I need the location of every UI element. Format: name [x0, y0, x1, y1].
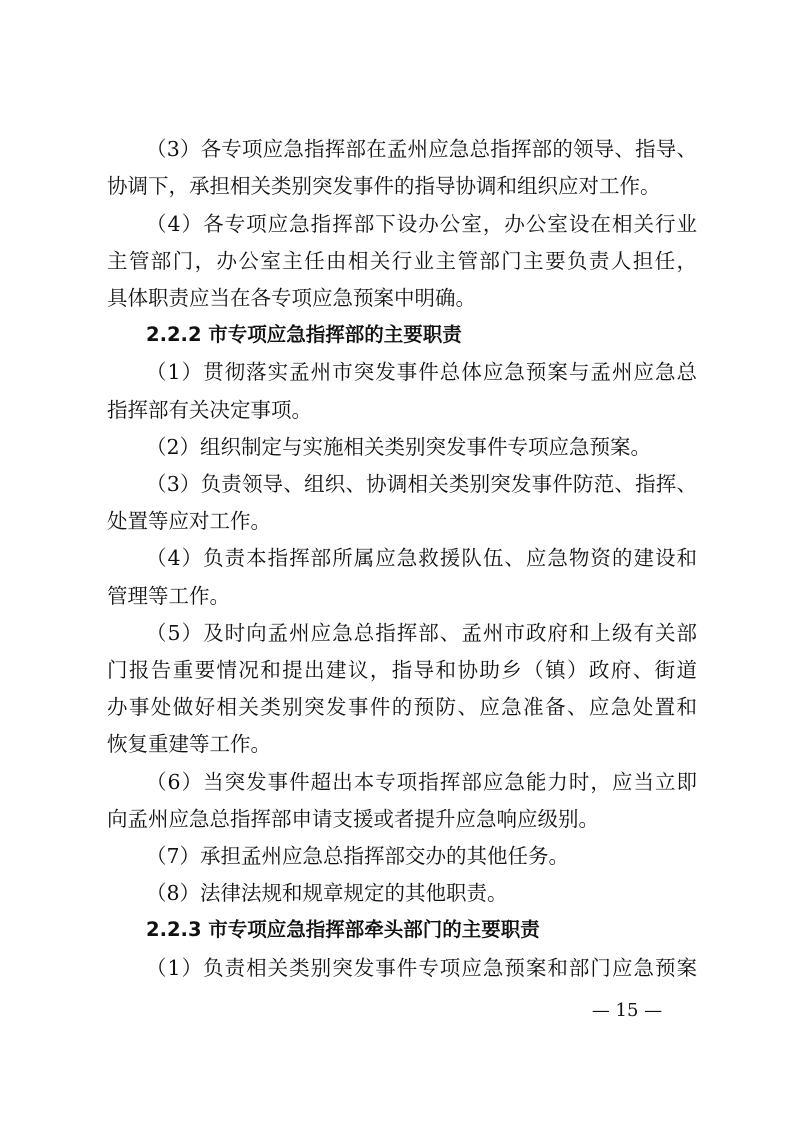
paragraph-line: （6）当突发事件超出本专项指挥部应急能力时，应当立即: [146, 770, 697, 794]
section-heading-2-2-2: 2.2.2 市专项应急指挥部的主要职责: [146, 323, 462, 346]
paragraph-line: （4）各专项应急指挥部下设办公室，办公室设在相关行业: [146, 212, 697, 236]
paragraph-line: 办事处做好相关类别突发事件的预防、应急准备、应急处置和: [107, 695, 697, 719]
page-number: — 15 —: [591, 1000, 663, 1021]
paragraph-line: （3）负责领导、组织、协调相关类别突发事件防范、指挥、: [146, 472, 697, 496]
paragraph-line: （5）及时向孟州应急总指挥部、孟州市政府和上级有关部: [146, 621, 697, 645]
section-heading-2-2-3: 2.2.3 市专项应急指挥部牵头部门的主要职责: [146, 918, 540, 941]
paragraph-line: （2）组织制定与实施相关类别突发事件专项应急预案。: [146, 435, 652, 459]
paragraph-line: 具体职责应当在各专项应急预案中明确。: [107, 286, 476, 310]
paragraph-line: （1）负责相关类别突发事件专项应急预案和部门应急预案: [146, 956, 697, 980]
paragraph-line: 门报告重要情况和提出建议，指导和协助乡（镇）政府、街道: [107, 658, 697, 682]
paragraph-line: 向孟州应急总指挥部申请支援或者提升应急响应级别。: [107, 807, 599, 831]
paragraph-line: 协调下，承担相关类别突发事件的指导协调和组织应对工作。: [107, 174, 661, 198]
paragraph-line: （4）负责本指挥部所属应急救援队伍、应急物资的建设和: [146, 546, 697, 570]
paragraph-line: （3）各专项应急指挥部在孟州应急总指挥部的领导、指导、: [146, 137, 697, 161]
paragraph-line: 指挥部有关决定事项。: [107, 398, 312, 422]
paragraph-line: 恢复重建等工作。: [107, 732, 271, 756]
paragraph-line: （8）法律法规和规章规定的其他职责。: [146, 881, 508, 905]
paragraph-line: （1）贯彻落实孟州市突发事件总体应急预案与孟州应急总: [146, 360, 697, 384]
paragraph-line: （7）承担孟州应急总指挥部交办的其他任务。: [146, 844, 570, 868]
paragraph-line: 主管部门，办公室主任由相关行业主管部门主要负责人担任，: [107, 249, 697, 273]
paragraph-line: 管理等工作。: [107, 584, 230, 608]
paragraph-line: 处置等应对工作。: [107, 509, 271, 533]
